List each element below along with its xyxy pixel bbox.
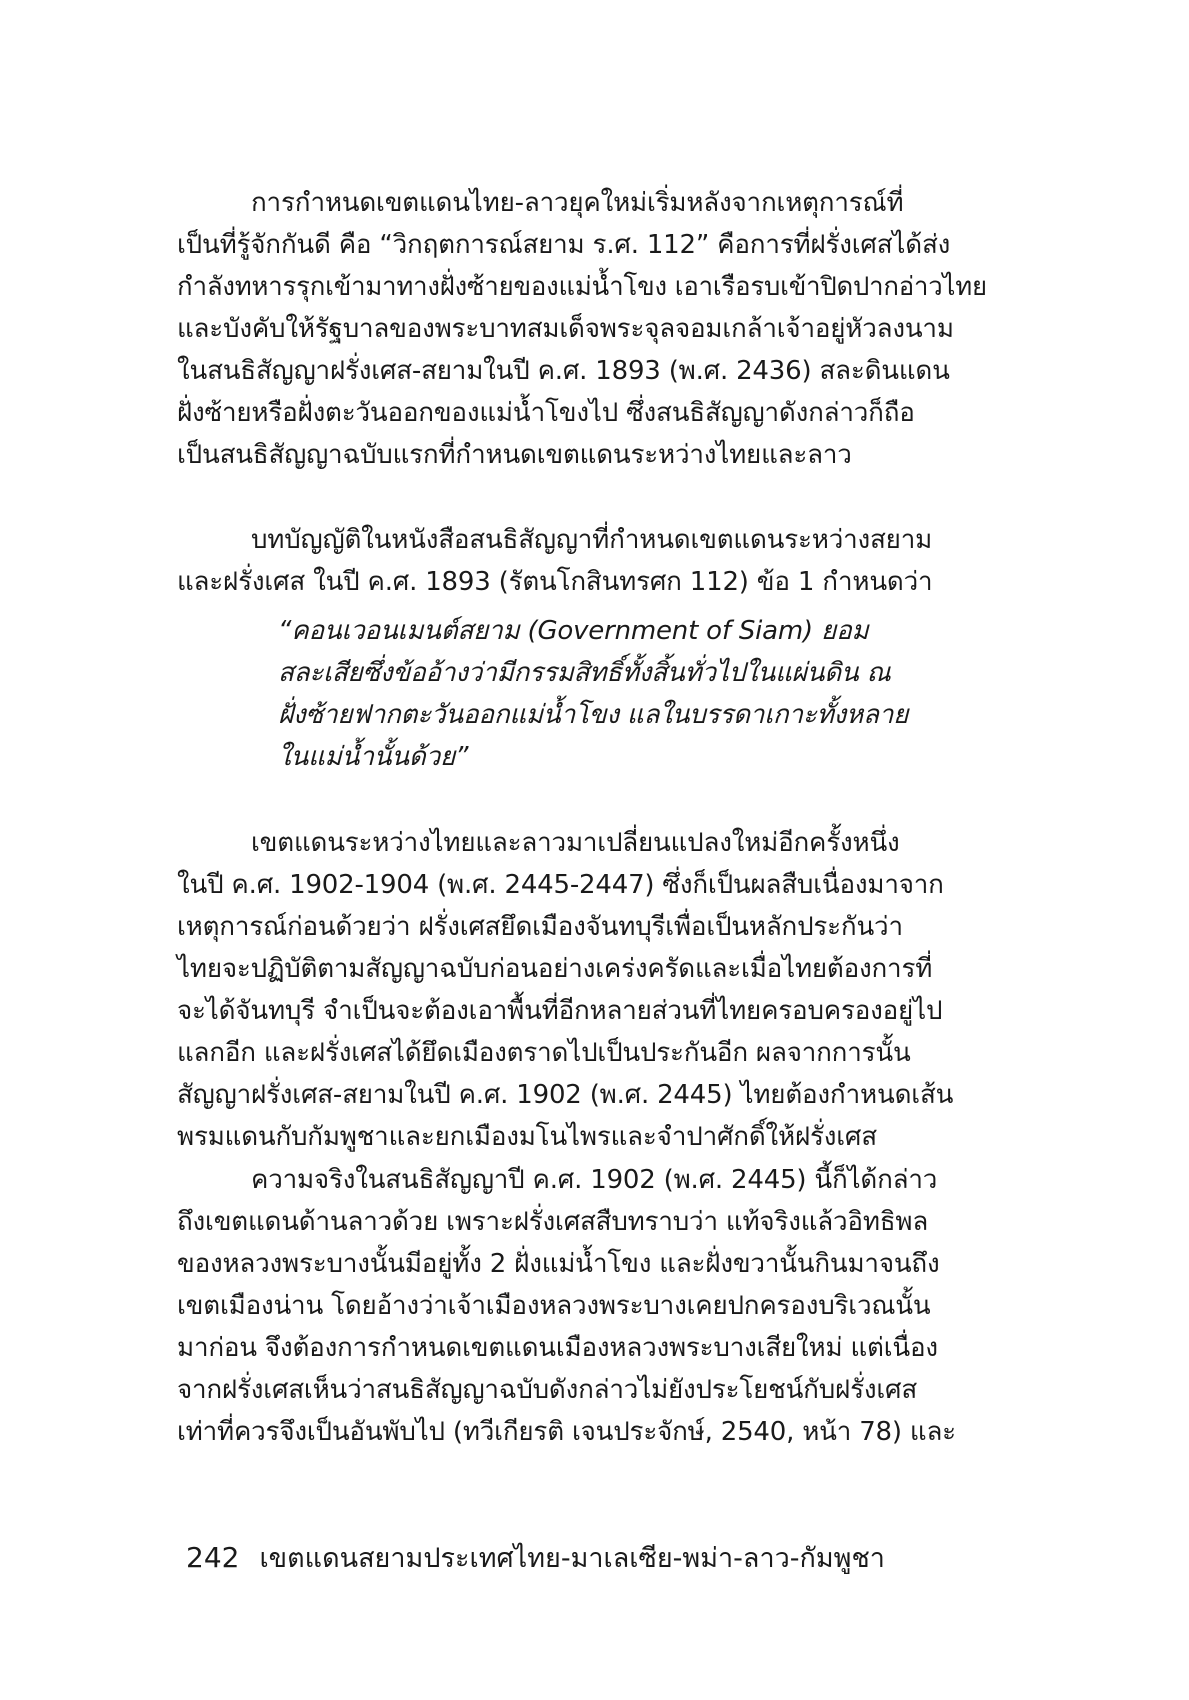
text-line: แลกอีก และฝรั่งเศสได้ยึดเมืองตราดไปเป็นประกันอีก ผลจากการนั้น bbox=[177, 1038, 911, 1068]
paragraph-4 bbox=[177, 1159, 987, 1453]
text-line: ของหลวงพระบางนั้นมีอยู่ทั้ง 2 ฝั่งแม่น้ำโขง และฝั่งขวานั้นกินมาจนถึง bbox=[177, 1249, 940, 1279]
page-number: 242 bbox=[186, 1541, 240, 1574]
text-line: พรมแดนกับกัมพูชาและยกเมืองมโนไพรและจำปาศักดิ์ให้ฝรั่งเศส bbox=[177, 1122, 877, 1152]
paragraph-2 bbox=[177, 519, 987, 603]
text-line: จะได้จันทบุรี จำเป็นจะต้องเอาพื้นที่อีกหลายส่วนที่ไทยครอบครองอยู่ไป bbox=[177, 996, 943, 1026]
text-line: เป็นที่รู้จักกันดี คือ “วิกฤตการณ์สยาม ร.ศ. 112” คือการที่ฝรั่งเศสได้ส่ง bbox=[177, 230, 951, 260]
quote-line: ฝั่งซ้ายฟากตะวันออกแม่น้ำโขง แลในบรรดาเกาะทั้งหลาย bbox=[278, 700, 909, 730]
paragraph-3 bbox=[177, 822, 987, 1158]
text-line: กำลังทหารรุกเข้ามาทางฝั่งซ้ายของแม่น้ำโขง เอาเรือรบเข้าปิดปากอ่าวไทย bbox=[177, 272, 987, 302]
quote-line: ในแม่น้ำนั้นด้วย” bbox=[278, 742, 469, 772]
quote-line: “คอนเวอนเมนต์สยาม (Government of Siam) ยอม bbox=[278, 616, 869, 646]
text-line: และฝรั่งเศส ในปี ค.ศ. 1893 (รัตนโกสินทรศก 112) ข้อ 1 กำหนดว่า bbox=[177, 567, 933, 597]
text-line: เขตเมืองน่าน โดยอ้างว่าเจ้าเมืองหลวงพระบางเคยปกครองบริเวณนั้น bbox=[177, 1291, 931, 1321]
text-line: บทบัญญัติในหนังสือสนธิสัญญาที่กำหนดเขตแดนระหว่างสยาม bbox=[251, 525, 933, 555]
text-line: เป็นสนธิสัญญาฉบับแรกที่กำหนดเขตแดนระหว่างไทยและลาว bbox=[177, 440, 852, 470]
text-line: เท่าที่ควรจึงเป็นอันพับไป (ทวีเกียรติ เจนประจักษ์, 2540, หน้า 78) และ bbox=[177, 1417, 956, 1447]
text-line: จากฝรั่งเศสเห็นว่าสนธิสัญญาฉบับดังกล่าวไม่ยังประโยชน์กับฝรั่งเศส bbox=[177, 1375, 917, 1405]
text-line: ความจริงในสนธิสัญญาปี ค.ศ. 1902 (พ.ศ. 2445) นี้ก็ได้กล่าว bbox=[251, 1165, 938, 1195]
text-line: การกำหนดเขตแดนไทย-ลาวยุคใหม่เริ่มหลังจากเหตุการณ์ที่ bbox=[251, 188, 904, 218]
text-line: ไทยจะปฏิบัติตามสัญญาฉบับก่อนอย่างเคร่งครัดและเมื่อไทยต้องการที่ bbox=[177, 954, 933, 984]
quote-line: สละเสียซึ่งข้ออ้างว่ามีกรรมสิทธิ์ทั้งสิ้นทั่วไปในแผ่นดิน ณ bbox=[278, 658, 891, 688]
text-line: สัญญาฝรั่งเศส-สยามในปี ค.ศ. 1902 (พ.ศ. 2445) ไทยต้องกำหนดเส้น bbox=[177, 1080, 954, 1110]
text-line: ในสนธิสัญญาฝรั่งเศส-สยามในปี ค.ศ. 1893 (พ.ศ. 2436) สละดินแดน bbox=[177, 356, 950, 386]
text-line: และบังคับให้รัฐบาลของพระบาทสมเด็จพระจุลจอมเกล้าเจ้าอยู่หัวลงนาม bbox=[177, 314, 954, 344]
page-footer bbox=[186, 1538, 986, 1579]
text-line: ฝั่งซ้ายหรือฝั่งตะวันออกของแม่น้ำโขงไป ซึ่งสนธิสัญญาดังกล่าวก็ถือ bbox=[177, 398, 915, 428]
text-line: ถึงเขตแดนด้านลาวด้วย เพราะฝรั่งเศสสืบทราบว่า แท้จริงแล้วอิทธิพล bbox=[177, 1207, 929, 1237]
text-line: ในปี ค.ศ. 1902-1904 (พ.ศ. 2445-2447) ซึ่งก็เป็นผลสืบเนื่องมาจาก bbox=[177, 870, 944, 900]
paragraph-1 bbox=[177, 182, 987, 476]
text-line: มาก่อน จึงต้องการกำหนดเขตแดนเมืองหลวงพระบางเสียใหม่ แต่เนื่อง bbox=[177, 1333, 938, 1363]
running-title: เขตแดนสยามประเทศไทย-มาเลเซีย-พม่า-ลาว-กัมพูชา bbox=[259, 1543, 885, 1574]
text-line: เขตแดนระหว่างไทยและลาวมาเปลี่ยนแปลงใหม่อีกครั้งหนึ่ง bbox=[251, 828, 900, 858]
text-line: เหตุการณ์ก่อนด้วยว่า ฝรั่งเศสยึดเมืองจันทบุรีเพื่อเป็นหลักประกันว่า bbox=[177, 912, 903, 942]
treaty-quotation bbox=[278, 610, 928, 778]
